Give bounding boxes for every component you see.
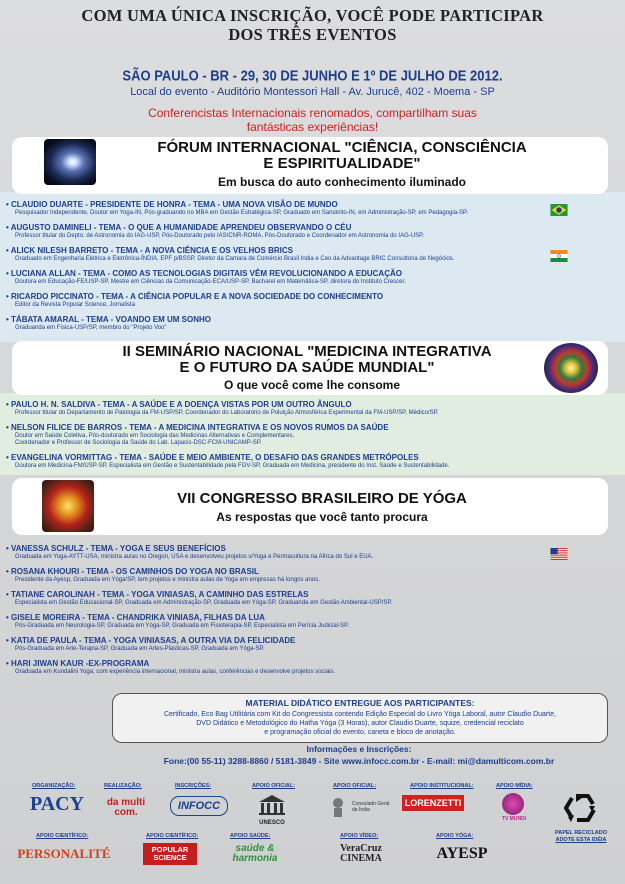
- event2-header-panel: [12, 341, 608, 395]
- event2-title-line1: II SEMINÁRIO NACIONAL "MEDICINA INTEGRATIVA: [122, 343, 492, 360]
- event1-title-line2: E ESPIRITUALIDADE": [263, 155, 421, 172]
- event3-speaker-list: [6, 544, 566, 682]
- material-line: Certificado, Eco Bag Utilitária com Kit do Congressista contendo Edição Especial do Livro Yóga Laboral, autor Claudio Duarte,: [163, 711, 557, 718]
- speaker-heading: • GISELE MOREIRA - TEMA - CHANDRIKA VINIASA, FILHAS DA LUA: [6, 613, 566, 623]
- speaker-bio: Doutora em Medicina-FM/USP-SP, Especialista em Gestão e Sustentabilidade pela FGV-SP, Graduada em Medicina, presidente do Inst. Saúde e Sustentabilidade.: [15, 463, 450, 469]
- event-date: SÃO PAULO - BR - 29, 30 DE JUNHO E 1º DE JULHO DE 2012.: [122, 67, 503, 84]
- event2-subtitle: O que você come lhe consome: [223, 378, 401, 392]
- speaker-bio: Especialista em Gestão Educacional-SP, Graduada em Administração-SP, Graduada em Yóga-SP, Graduanda em Gestão Ambiental-USP/SP.: [15, 600, 393, 606]
- galaxy-image: [44, 139, 96, 185]
- sponsor-label: APOIO YÓGA:: [436, 833, 474, 839]
- sponsor-label: APOIO OFICIAL:: [333, 783, 377, 789]
- speaker-bio: Presidente da Ayesp, Graduada em Yóga/SP, tem projetos e ministra aulas de Yoga em empresas há longos anos.: [15, 577, 320, 583]
- saude-harmonia-logo: saúde & harmonia: [232, 843, 278, 864]
- recycle-line1: PAPEL RECICLADO: [554, 830, 608, 836]
- speaker-heading: • TÁBATA AMARAL - TEMA - VOANDO EM UM SONHO: [6, 315, 566, 325]
- event1-header-panel: [12, 137, 608, 194]
- speaker-item: [6, 269, 566, 292]
- speaker-bio: Doutor em Saúde Coletiva, Pós-doutorado em Sociologia das Medicinas Alternativas e Complementares,: [15, 433, 295, 439]
- speaker-item: [6, 200, 566, 223]
- damulticom-logo: da multi com.: [106, 797, 146, 818]
- speaker-item: [6, 590, 566, 613]
- sponsor-label: APOIO INSTITUCIONAL:: [410, 783, 474, 789]
- speaker-heading: • RICARDO PICCINATO - TEMA - A CIÊNCIA POPULAR E A NOVA SOCIEDADE DO CONHECIMENTO: [6, 292, 566, 302]
- speaker-bio: Pós-Graduada em Neurologia-SP, Graduada em Yóga-SP, Graduada em Fisioterapia-SP, Especialista em Perícia Judicial-SP.: [15, 623, 349, 629]
- speaker-item: [6, 613, 566, 636]
- conferencists-line2: fantásticas experiências!: [246, 120, 379, 134]
- speaker-item: [6, 246, 566, 269]
- consulado-logo: Consulado Geral da Índia: [352, 801, 390, 813]
- event2-speaker-list: [6, 400, 566, 476]
- pacy-logo: PACY: [29, 792, 85, 815]
- speaker-heading: • KATIA DE PAULA - TEMA - YOGA VINIASAS, A OUTRA VIA DA FELICIDADE: [6, 636, 566, 646]
- ayesp-logo: AYESP: [436, 845, 488, 862]
- speaker-heading: • PAULO H. N. SALDIVA - TEMA - A SAÚDE E A DOENÇA VISTAS POR UM OUTRO ÂNGULO: [6, 400, 566, 410]
- recycle-line2: ADOTE ESTA IDÉIA: [555, 837, 607, 843]
- recycle-note: [546, 830, 616, 844]
- event3-title: VII CONGRESSO BRASILEIRO DE YÓGA: [177, 490, 467, 507]
- material-line: e programação oficial do evento, caneta e bloco de anotação.: [264, 729, 456, 736]
- material-box: [112, 693, 608, 743]
- veracruz-logo: VeraCruz CINEMA: [340, 843, 382, 864]
- speaker-item: [6, 400, 566, 423]
- conferencists-line1: Conferencistas Internacionais renomados, compartilham suas: [148, 106, 477, 120]
- material-body: [113, 710, 607, 737]
- mandala-image: [544, 343, 598, 393]
- unesco-temple-icon: [258, 794, 286, 816]
- tv-mundi-logo: TV MUNDI: [501, 816, 527, 822]
- speaker-heading: • LUCIANA ALLAN - TEMA - COMO AS TECNOLOGIAS DIGITAIS VÊM REVOLUCIONANDO A EDUCAÇÃO: [6, 269, 566, 279]
- sponsor-label: REALIZAÇÃO:: [104, 783, 142, 789]
- speaker-item: [6, 315, 566, 338]
- event-venue: Local do evento - Auditório Montessori Hall - Av. Jurucê, 402 - Moema - SP: [130, 86, 495, 98]
- material-line: DVD Didático e Metodológico do Hatha Yóga (3 Horas), autor Claudio Duarte, squize, credencial reciclato: [196, 720, 524, 727]
- contact-line: Fone:(00 55-11) 3288-8860 / 5181-3849 - Site www.infocc.com.br - E-mail: mi@damulticom.com.br: [163, 756, 555, 766]
- sponsor-label: APOIO CIENTÍFICO:: [36, 833, 89, 839]
- speaker-bio: Graduanda em Física-USP/SP, membro do "Projeto Voo": [15, 325, 167, 331]
- india-emblem-icon: [328, 796, 348, 820]
- speaker-item: [6, 223, 566, 246]
- speaker-bio: Doutora em Educação-FE/USP-SP, Mestre em Ciências da Comunicação-ECA/USP-SP, Bacharel em Matemática-SP, diretora do Instituto Crescer.: [15, 279, 406, 285]
- sponsor-label: APOIO CIENTÍFICO:: [146, 833, 199, 839]
- recycle-icon: [562, 792, 598, 826]
- event3-subtitle: As respostas que você tanto procura: [216, 510, 428, 524]
- lorenzetti-logo: LORENZETTI: [402, 795, 464, 811]
- speaker-item: [6, 659, 566, 682]
- yoga-art-image: [42, 480, 94, 532]
- speaker-heading: • EVANGELINA VORMITTAG - TEMA - SAÚDE E MEIO AMBIENTE, O DESAFIO DAS GRANDES METRÓPOLES: [6, 453, 566, 463]
- speaker-heading: • CLAUDIO DUARTE - PRESIDENTE DE HONRA - TEMA - UMA NOVA VISÃO DE MUNDO: [6, 200, 566, 210]
- speaker-bio: Graduado em Engenharia Elétrica e Eletrônica-ÍNDIA, EPF p/BSSP, Diretor da Camara de Comércio Brasil India e Ceo da Advantage BRIC Consultoria de Negócios.: [15, 256, 455, 262]
- speaker-item: [6, 292, 566, 315]
- india-flag: [549, 250, 569, 262]
- sponsor-label: APOIO OFICIAL:: [252, 783, 296, 789]
- speaker-heading: • HARI JIWAN KAUR -EX-PROGRAMA: [6, 659, 566, 669]
- personalite-logo: PERSONALITÉ: [17, 846, 111, 861]
- conferencists-note: [0, 106, 625, 134]
- speaker-heading: • AUGUSTO DAMINELI - TEMA - O QUE A HUMANIDADE APRENDEU OBSERVANDO O CÉU: [6, 223, 566, 233]
- speaker-heading: • NELSON FILICE DE BARROS - TEMA - A MEDICINA INTEGRATIVA E OS NOVOS RUMOS DA SAÚDE: [6, 423, 566, 433]
- main-title: [10, 6, 615, 44]
- event2-title: [72, 344, 542, 376]
- sponsor-label: APOIO SAÚDE:: [230, 833, 271, 839]
- contact-heading: Informações e Inscrições:: [306, 744, 412, 754]
- speaker-bio: Coordenador e Professor de Sociologia da Saúde do Lab. Lapacis-DSC-FCM-UNICAMP-SP.: [15, 440, 262, 446]
- popular-science-logo: POPULAR SCIENCE: [143, 843, 197, 865]
- event1-title: [102, 140, 582, 172]
- speaker-item: [6, 453, 566, 476]
- speaker-bio: Pós-Graduada em Arte-Terapia-SP, Graduada em Artes-Plásticas-SP, Graduada em Yóga-SP.: [15, 646, 265, 652]
- event1-subtitle: Em busca do auto conhecimento iluminado: [217, 175, 467, 189]
- speaker-item: [6, 636, 566, 659]
- event1-title-line1: FÓRUM INTERNACIONAL "CIÊNCIA, CONSCIÊNCIA: [157, 139, 527, 156]
- speaker-bio: Pesquisador Independente, Doutor em Yoga-IN, Pós-graduando no MBA em Gestão Estratégica-SP, Graduado em Sanskrito-IN, em Administração-SP, em Pedagogia-SP.: [15, 210, 468, 216]
- speaker-heading: • ROSANA KHOURI - TEMA - OS CAMINHOS DO YOGA NO BRASIL: [6, 567, 566, 577]
- speaker-bio: Professor titular do Departamento de Patologia da FM-USP/SP, Coordenador do Laboratório de Poluição Atmosférica Experimental da FM-USP/SP, Médico/SP.: [15, 410, 439, 416]
- material-title: MATERIAL DIDÁTICO ENTREGUE AOS PARTICIPANTES:: [245, 698, 475, 708]
- speaker-heading: • VANESSA SCHULZ - TEMA - YOGA E SEUS BENEFÍCIOS: [6, 544, 566, 554]
- main-title-line2: DOS TRÊS EVENTOS: [228, 25, 397, 44]
- speaker-bio: Professor titular do Depto. de Astronomia do IAG-USP, Pós-Doutorado pelo IAS/CNR-ROMA, Pós-Doutorado e Coordenador em Astronomia do IAG-USP.: [15, 233, 424, 239]
- brazil-flag: [549, 204, 569, 216]
- speaker-bio: Graduada em Kundalini Yoga, com experiência internacional, ministra aulas, conferências e desenvolve projetos sociais.: [15, 669, 336, 675]
- sponsor-label: ORGANIZAÇÃO:: [32, 783, 76, 789]
- speaker-heading: • ALICK NILESH BARRETO - TEMA - A NOVA CIÊNCIA E OS VELHOS BRICS: [6, 246, 566, 256]
- main-title-line1: COM UMA ÚNICA INSCRIÇÃO, VOCÊ PODE PARTICIPAR: [81, 6, 544, 25]
- sponsor-label: APOIO MÍDIA:: [496, 783, 533, 789]
- event2-title-line2: E O FUTURO DA SAÚDE MUNDIAL": [179, 359, 435, 376]
- speaker-heading: • TATIANE CAROLINAH - TEMA - YOGA VINIASAS, A CAMINHO DAS ESTRELAS: [6, 590, 566, 600]
- speaker-bio: Graduada em Yoga-AYTT-USA, ministra aulas no Oregon, USA e desenvolveu projetos s/Yoga e Permacultura na Africa do Sul e EUA.: [15, 554, 374, 560]
- speaker-item: [6, 423, 566, 453]
- speaker-bio: Editor da Revista Popular Science, Jornalista: [15, 302, 136, 308]
- speaker-item: [6, 567, 566, 590]
- unesco-logo: UNESCO: [259, 820, 285, 826]
- speaker-item: [6, 544, 566, 567]
- usa-flag: [549, 548, 569, 560]
- infocc-logo: INFOCC: [170, 796, 228, 816]
- sponsor-label: INSCRIÇÕES:: [175, 783, 212, 789]
- sponsor-label: APOIO VÍDEO:: [340, 833, 379, 839]
- tv-mundi-icon: [502, 793, 524, 815]
- event3-header-panel: [12, 478, 608, 535]
- event1-speaker-list: [6, 200, 566, 338]
